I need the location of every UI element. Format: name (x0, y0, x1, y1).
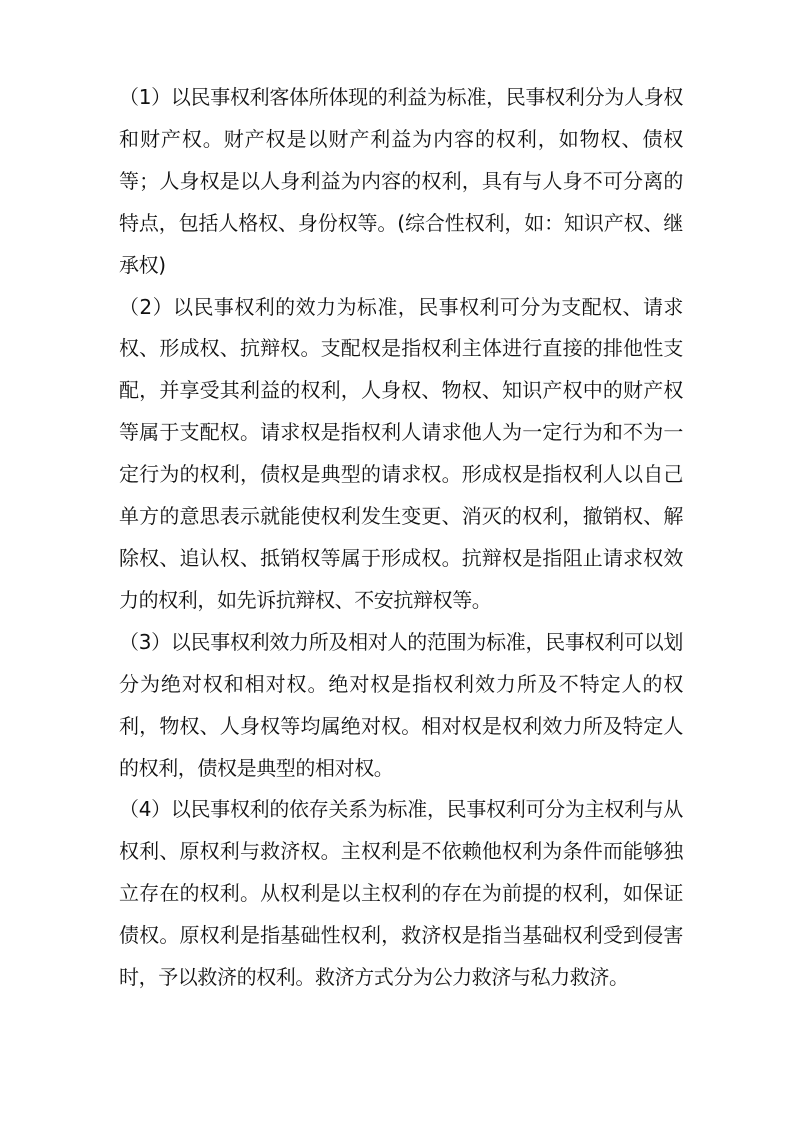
paragraph-civil-rights-object: （1）以民事权利客体所体现的利益为标准，民事权利分为人身权和财产权。财产权是以财产利益为内容的权利，如物权、债权等；人身权是以人身利益为内容的权利，具有与人身不可分离的特点，包括人格权、身份权等。(综合性权利，如：知识产权、继承权) (119, 85, 683, 277)
paragraph-civil-rights-effect: （2）以民事权利的效力为标准，民事权利可分为支配权、请求权、形成权、抗辩权。支配权是指权利主体进行直接的排他性支配，并享受其利益的权利，人身权、物权、知识产权中的财产权等属于支配权。请求权是指权利人请求他人为一定行为和不为一定行为的权利，债权是典型的请求权。形成权是指权利人以自己单方的意思表示就能使权利发生变更、消灭的权利，撤销权、解除权、追认权、抵销权等属于形成权。抗辩权是指阻止请求权效力的权利，如先诉抗辩权、不安抗辩权等。 (119, 294, 683, 612)
paragraph-civil-rights-dependency: （4）以民事权利的依存关系为标准，民事权利可分为主权利与从权利、原权利与救济权。主权利是不依赖他权利为条件而能够独立存在的权利。从权利是以主权利的存在为前提的权利，如保证债权。原权利是指基础性权利，救济权是指当基础权利受到侵害时，予以救济的权利。救济方式分为公力救济与私力救济。 (119, 797, 683, 990)
paragraph-civil-rights-scope: （3）以民事权利效力所及相对人的范围为标准，民事权利可以划分为绝对权和相对权。绝对权是指权利效力所及不特定人的权利，物权、人身权等均属绝对权。相对权是权利效力所及特定人的权利，债权是典型的相对权。 (119, 629, 683, 780)
document-body (119, 77, 683, 999)
